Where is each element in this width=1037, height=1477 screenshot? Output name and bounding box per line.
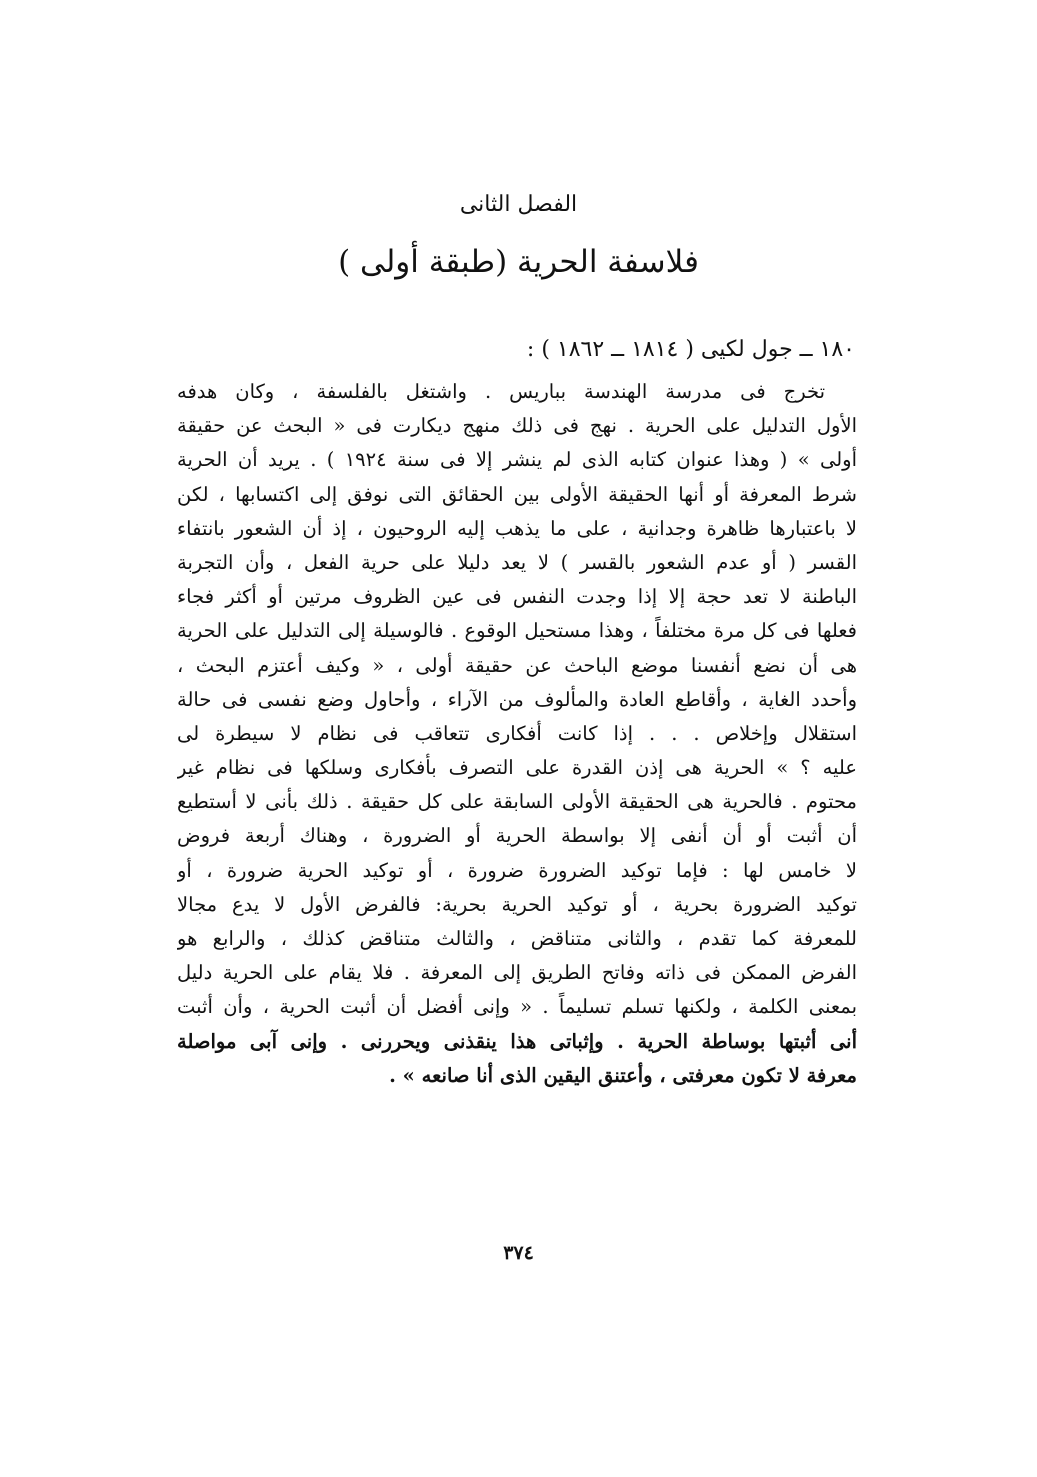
body-line: بمعنى الكلمة ، ولكنها تسلم تسليماً . « وإنى أفضل أن أثبت الحرية ، وأن أثبت [177,995,857,1019]
body-line: للمعرفة كما تقدم ، والثانى متناقض ، والثالث متناقض كذلك ، والرابع هو [177,927,857,950]
body-line: الباطنة لا تعد حجة إلا إذا وجدت النفس فى عين الظروف مرتين أو أكثر فجاء [177,585,857,609]
section-heading: ١٨٠ ــ جول لكيى ( ١٨١٤ ــ ١٨٦٢ ) : [526,337,855,362]
body-line: معرفة لا تكون معرفتى ، وأعتنق اليقين الذى أنا صانعه » . [389,1063,857,1087]
body-line: أولى » ( وهذا عنوان كتابه الذى لم ينشر إلا فى سنة ١٩٢٤ ) . يريد أن الحرية [177,448,857,472]
body-line: توكيد الضرورة بحرية ، أو توكيد الحرية بحرية: فالفرض الأول لا يدع مجالا [177,892,857,916]
body-line: الفرض الممكن فى ذاته وفاتح الطريق إلى المعرفة . فلا يقام على الحرية دليل [177,961,857,985]
chapter-label: الفصل الثانى [459,192,578,217]
body-line: شرط المعرفة أو أنها الحقيقة الأولى بين الحقائق التى نوفق إلى اكتسابها ، لكن [177,482,857,506]
body-line: تخرج فى مدرسة الهندسة بباريس . واشتغل بالفلسفة ، وكان هدفه [177,380,825,403]
body-line: هى أن نضع أنفسنا موضع الباحث عن حقيقة أولى ، « وكيف أعتزم البحث ، [177,653,857,677]
page-number: ٣٧٤ [503,1242,534,1264]
body-line: أنى أثبتها بوساطة الحرية . وإثباتى هذا ينقذنى ويحررنى . وإنى آبى مواصلة [177,1029,857,1053]
body-line: الأول التدليل على الحرية . نهج فى ذلك منهج ديكارت فى « البحث عن حقيقة [177,414,857,438]
body-line: لا باعتبارها ظاهرة وجدانية ، على ما يذهب إليه الروحيون ، إذ أن الشعور بانتفاء [177,516,857,540]
body-line: استقلال وإخلاص . . . إذا كانت أفكارى تتعاقب فى نظام لا سيطرة لى [177,721,857,745]
body-line: وأحدد الغاية ، وأقاطع العادة والمألوف من الآراء ، وأحاول وضع نفسى فى حالة [177,687,857,711]
body-line: القسر ( أو عدم الشعور بالقسر ) لا يعد دليلا على حرية الفعل ، وأن التجربة [177,550,857,574]
body-line: عليه ؟ » الحرية هى إذن القدرة على التصرف بأفكارى وسلكها فى نظام غير [177,756,857,780]
body-line: محتوم . فالحرية هى الحقيقة الأولى السابقة على كل حقيقة . ذلك بأنى لا أستطيع [177,790,857,814]
body-line: أن أثبت أو أن أنفى إلا بواسطة الحرية أو الضرورة ، وهناك أربعة فروض [177,824,857,848]
chapter-title: فلاسفة الحرية (طبقة أولى ) [338,244,699,280]
body-line: فعلها فى كل مرة مختلفاً ، وهذا مستحيل الوقوع . فالوسيلة إلى التدليل على الحرية [177,619,857,643]
body-paragraph [177,375,857,1093]
body-line: لا خامس لها : فإما توكيد الضرورة ضرورة ، أو توكيد الحرية ضرورة ، أو [177,858,857,882]
